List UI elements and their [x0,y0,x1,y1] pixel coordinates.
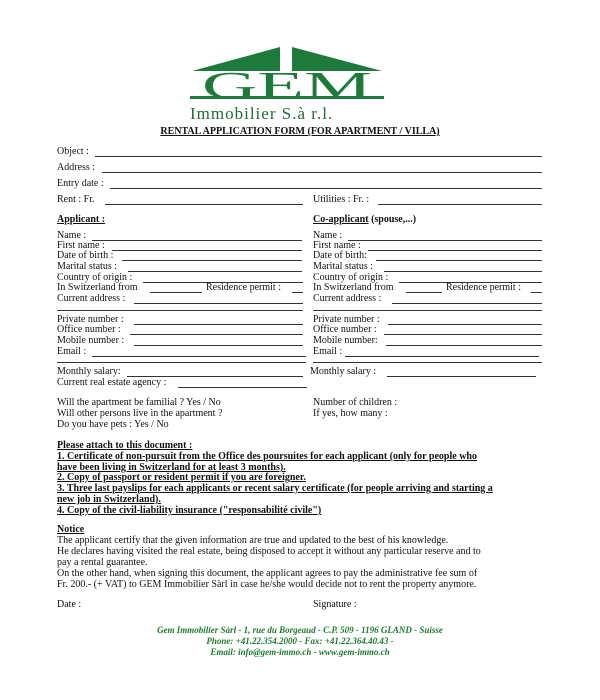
applicant-address-field-2[interactable] [57,310,303,311]
rent-field[interactable] [105,204,303,205]
coapp-country-label: Country of origin : [313,272,389,283]
applicant-residence-field[interactable] [292,292,303,293]
coapp-mobile-field[interactable] [386,345,542,346]
coapp-inswitz-field[interactable] [406,292,442,293]
notice-line-2: He declares having visited the real estate, being disposed to accept it without any particular reserve and to [57,546,481,557]
coapp-email-field[interactable] [345,356,539,357]
familial-question: Will the apartment be familial ? Yes / No [57,397,221,408]
applicant-inswitz-field[interactable] [150,292,202,293]
notice-line-5: Fr. 200.- (+ VAT) to GEM Immobilier Sàrl in case he/she would decide not to rent the property anymore. [57,579,477,590]
coapp-dob-label: Date of birth: [313,250,367,261]
object-label: Object : [57,146,89,157]
signature-label: Signature : [313,599,357,610]
coapp-office-field[interactable] [384,334,542,335]
coapp-name-label: Name : [313,230,343,241]
footer-address: Gem Immobilier Sàrl - 1, rue du Borgeaud - C.P. 509 - 1196 GLAND - Suisse [157,625,443,635]
coapp-residence-label: Residence permit : [446,282,521,293]
company-name: Immobilier S.à r.l. [190,104,334,123]
applicant-firstname-label: First name : [57,240,105,251]
applicant-marital-field[interactable] [128,271,302,272]
coapp-email-field-2[interactable] [313,362,542,363]
notice-line-1: The applicant certify that the given information are true and updated to the best of his knowledge. [57,535,449,546]
coapp-private-label: Private number : [313,314,380,325]
coapp-address-label: Current address : [313,293,382,304]
coapp-dob-field[interactable] [376,260,542,261]
coapplicant-heading: Co-applicant [313,214,369,225]
address-label: Address : [57,162,96,173]
applicant-private-field[interactable] [134,324,303,325]
utilities-label: Utilities : Fr. : [313,194,370,205]
coapp-private-field[interactable] [388,324,542,325]
applicant-name-field[interactable] [92,240,302,241]
applicant-private-label: Private number : [57,314,124,325]
applicant-marital-label: Marital status : [57,261,117,272]
applicant-mobile-field[interactable] [134,345,303,346]
attach-item-1: 1. Certificate of non-pursuit from the Office des poursuites for each applicant (only for people who [57,451,477,462]
attach-item-1b: have been living in Switzerland for at least 3 months). [57,462,286,473]
coapp-address-field[interactable] [392,303,542,304]
utilities-field[interactable] [378,204,542,205]
object-field[interactable] [95,156,542,157]
applicant-inswitz-label: In Switzerland from [57,282,138,293]
pets-question: Do you have pets : Yes / No [57,419,169,430]
form-title: RENTAL APPLICATION FORM (FOR APARTMENT / VILLA) [160,126,440,137]
applicant-office-label: Office number : [57,324,121,335]
applicant-dob-label: Date of birth : [57,250,114,261]
coapplicant-heading-wrap [313,214,416,226]
coapp-firstname-label: First name : [313,240,361,251]
applicant-country-label: Country of origin : [57,272,133,283]
notice-line-3: pay a rental guarantee. [57,557,148,568]
applicant-office-field[interactable] [130,334,303,335]
notice-line-4: On the other hand, when signing this document, the applicant agrees to pay the administrative fee sum of [57,568,478,579]
applicant-heading: Applicant : [57,214,106,225]
coapp-mobile-label: Mobile number: [313,335,378,346]
other-persons-question: Will other persons live in the apartment ? [57,408,223,419]
date-label: Date : [57,599,82,610]
address-field[interactable] [102,172,542,173]
applicant-residence-label: Residence permit : [206,282,281,293]
entry-date-field[interactable] [110,188,542,189]
applicant-email-field-2[interactable] [57,362,306,363]
entry-date-label: Entry date : [57,178,104,189]
attach-item-4: 4. Copy of the civil-liability insurance ("responsabilité civile") [57,505,322,516]
attach-item-2: 2. Copy of passport or resident permit if you are foreigner. [57,472,306,483]
how-many-question: If yes, how many : [313,408,388,419]
children-question: Number of children : [313,397,398,408]
attach-heading: Please attach to this document : [57,440,193,451]
coapp-salary-field[interactable] [387,376,536,377]
applicant-dob-field[interactable] [122,260,302,261]
coapp-email-label: Email : [313,346,343,357]
footer-email: Email: info@gem-immo.ch - www.gem-immo.ch [210,647,390,657]
applicant-name-label: Name : [57,230,87,241]
applicant-mobile-label: Mobile number : [57,335,125,346]
agency-field[interactable] [178,387,307,388]
rent-label: Rent : Fr. [57,194,95,205]
coapp-firstname-field[interactable] [368,250,542,251]
applicant-address-field[interactable] [134,303,303,304]
notice-heading: Notice [57,524,85,535]
applicant-address-label: Current address : [57,293,126,304]
coapp-name-field[interactable] [348,240,542,241]
coapp-marital-label: Marital status : [313,261,373,272]
coapplicant-note: (spouse,...) [371,214,417,225]
footer-phone: Phone: +41.22.354.2000 - Fax: +41.22.364.40.43 - [206,636,394,646]
applicant-email-label: Email : [57,346,87,357]
coapp-marital-field[interactable] [384,271,542,272]
attach-item-3b: new job in Switzerland). [57,494,161,505]
coapp-inswitz-label: In Switzerland from [313,282,394,293]
coapp-address-field-2[interactable] [313,310,542,311]
agency-label: Current real estate agency : [57,377,167,388]
coapp-office-label: Office number : [313,324,377,335]
attach-item-3: 3. Three last payslips for each applicants or recent salary certificate (for people arriving and starting a [57,483,493,494]
coapp-salary-label: Monthly salary : [310,366,377,377]
applicant-firstname-field[interactable] [112,250,302,251]
applicant-email-field[interactable] [92,356,306,357]
coapp-residence-field[interactable] [531,292,542,293]
applicant-salary-label: Monthly salary: [57,366,121,377]
logo-text: GEM [202,65,372,107]
